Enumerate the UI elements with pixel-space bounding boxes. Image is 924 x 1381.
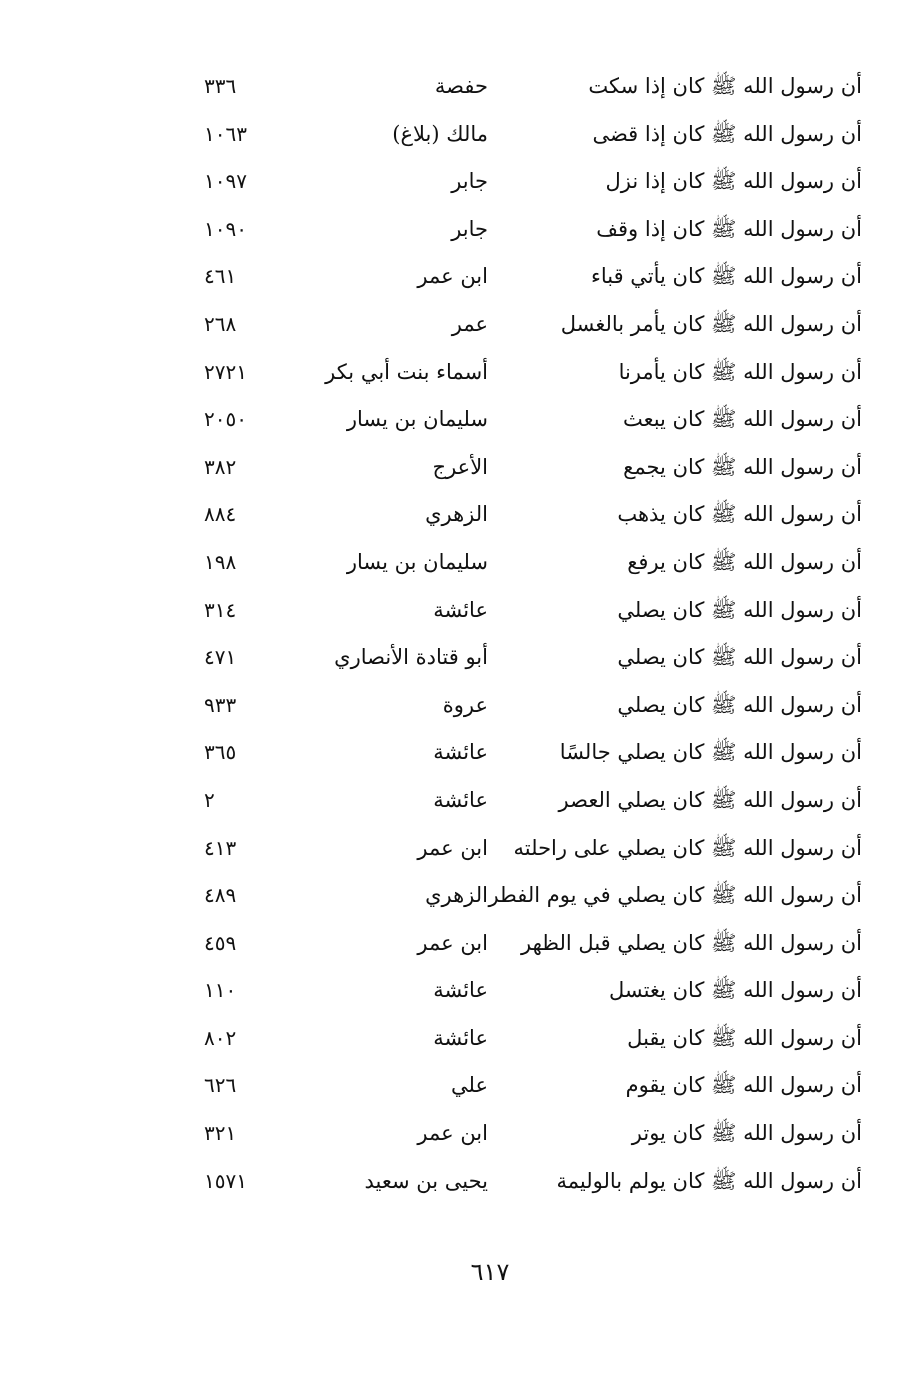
hadith-number: ٤٨٩ (204, 883, 237, 908)
hadith-opening-text: أن رسول الله ﷺ كان يأمر بالغسل (560, 311, 862, 336)
hadith-number: ٣٨٢ (204, 454, 237, 479)
hadith-number: ٢٦٨ (204, 311, 237, 336)
hadith-number: ٤٦١ (204, 264, 237, 289)
index-row (180, 923, 870, 971)
index-row (180, 352, 870, 400)
hadith-opening-text: أن رسول الله ﷺ كان إذا سكت (588, 74, 862, 98)
narrator-name: أبو قتادة الأنصاري (334, 645, 488, 670)
hadith-number: ٢٧٢١ (204, 359, 247, 384)
hadith-opening-text: أن رسول الله ﷺ كان يأمرنا (618, 359, 862, 384)
hadith-number: ٦٢٦ (204, 1073, 237, 1098)
hadith-number: ٣١٤ (204, 597, 237, 622)
hadith-index-list (180, 66, 870, 1208)
hadith-number: ٤٥٩ (204, 930, 237, 955)
hadith-opening-text: أن رسول الله ﷺ كان يجمع (623, 454, 862, 479)
hadith-opening-text: أن رسول الله ﷺ كان يقوم (625, 1073, 862, 1098)
narrator-name: الأعرج (432, 454, 488, 479)
narrator-name: عروة (442, 692, 488, 717)
index-row (180, 970, 870, 1018)
narrator-name: مالك (بلاغ) (392, 121, 488, 146)
hadith-number: ٨٨٤ (204, 502, 237, 527)
narrator-name: عائشة (433, 978, 488, 1003)
hadith-number: ٢ (204, 787, 215, 812)
hadith-number: ١٠٩٧ (204, 169, 247, 194)
index-row (180, 494, 870, 542)
hadith-number: ٣٣٦ (204, 74, 237, 98)
hadith-number: ١٥٧١ (204, 1168, 247, 1193)
hadith-opening-text: أن رسول الله ﷺ كان يصلي (617, 645, 862, 670)
index-row (180, 732, 870, 780)
index-row (180, 1113, 870, 1161)
index-row (180, 637, 870, 685)
hadith-opening-text: أن رسول الله ﷺ كان يصلي قبل الظهر (521, 930, 862, 955)
narrator-name: الزهري (425, 502, 488, 527)
index-row (180, 256, 870, 304)
narrator-name: يحيى بن سعيد (364, 1168, 488, 1193)
index-row (180, 542, 870, 590)
hadith-opening-text: أن رسول الله ﷺ كان يصلي على راحلته (513, 835, 862, 860)
narrator-name: سليمان بن يسار (346, 549, 488, 574)
narrator-name: عمر (451, 311, 488, 336)
narrator-name: ابن عمر (417, 264, 488, 289)
hadith-number: ٩٣٣ (204, 692, 237, 717)
hadith-opening-text: أن رسول الله ﷺ كان يرفع (627, 549, 862, 574)
hadith-opening-text: أن رسول الله ﷺ كان إذا قضى (592, 121, 862, 146)
index-row (180, 828, 870, 876)
narrator-name: جابر (451, 216, 488, 241)
hadith-opening-text: أن رسول الله ﷺ كان يأتي قباء (590, 264, 862, 289)
hadith-number: ١٠٦٣ (204, 121, 247, 146)
narrator-name: الزهري (425, 883, 488, 908)
hadith-opening-text: أن رسول الله ﷺ كان يوتر (631, 1121, 862, 1146)
hadith-opening-text: أن رسول الله ﷺ كان يذهب (617, 502, 862, 527)
hadith-number: ٤١٣ (204, 835, 237, 860)
hadith-opening-text: أن رسول الله ﷺ كان يغتسل (608, 978, 862, 1003)
hadith-number: ٢٠٥٠ (204, 407, 247, 432)
hadith-opening-text: أن رسول الله ﷺ كان يصلي جالسًا (559, 740, 862, 765)
index-row (180, 447, 870, 495)
narrator-name: ابن عمر (417, 1121, 488, 1146)
hadith-opening-text: أن رسول الله ﷺ كان يصلي (617, 597, 862, 622)
index-row (180, 1018, 870, 1066)
index-row (180, 114, 870, 162)
index-row (180, 875, 870, 923)
hadith-opening-text: أن رسول الله ﷺ كان إذا وقف (596, 216, 862, 241)
narrator-name: عائشة (433, 1025, 488, 1050)
index-row (180, 780, 870, 828)
index-row (180, 1065, 870, 1113)
hadith-opening-text: أن رسول الله ﷺ كان يولم بالوليمة (556, 1168, 862, 1193)
narrator-name: عائشة (433, 787, 488, 812)
index-row (180, 209, 870, 257)
narrator-name: سليمان بن يسار (346, 407, 488, 432)
index-row (180, 304, 870, 352)
hadith-opening-text: أن رسول الله ﷺ كان يصلي في يوم الفطر (488, 883, 862, 908)
narrator-name: عائشة (433, 740, 488, 765)
hadith-opening-text: أن رسول الله ﷺ كان إذا نزل (605, 169, 862, 194)
index-row (180, 161, 870, 209)
hadith-number: ٣٢١ (204, 1121, 237, 1146)
index-row (180, 590, 870, 638)
hadith-opening-text: أن رسول الله ﷺ كان يقبل (627, 1025, 862, 1050)
hadith-number: ١١٠ (204, 978, 237, 1003)
index-row (180, 685, 870, 733)
hadith-number: ٨٠٢ (204, 1025, 237, 1050)
index-row (180, 1161, 870, 1209)
hadith-number: ١٩٨ (204, 549, 237, 574)
narrator-name: ابن عمر (417, 835, 488, 860)
hadith-number: ١٠٩٠ (204, 216, 247, 241)
hadith-opening-text: أن رسول الله ﷺ كان يصلي العصر (558, 787, 862, 812)
page-number: ٦١٧ (470, 1258, 510, 1286)
index-row (180, 66, 870, 114)
narrator-name: علي (451, 1073, 488, 1098)
narrator-name: عائشة (433, 597, 488, 622)
hadith-opening-text: أن رسول الله ﷺ كان يبعث (622, 407, 862, 432)
hadith-opening-text: أن رسول الله ﷺ كان يصلي (617, 692, 862, 717)
narrator-name: حفصة (434, 74, 488, 98)
hadith-number: ٤٧١ (204, 645, 237, 670)
narrator-name: أسماء بنت أبي بكر (325, 359, 488, 384)
index-row (180, 399, 870, 447)
narrator-name: ابن عمر (417, 930, 488, 955)
hadith-number: ٣٦٥ (204, 740, 237, 765)
narrator-name: جابر (451, 169, 488, 194)
